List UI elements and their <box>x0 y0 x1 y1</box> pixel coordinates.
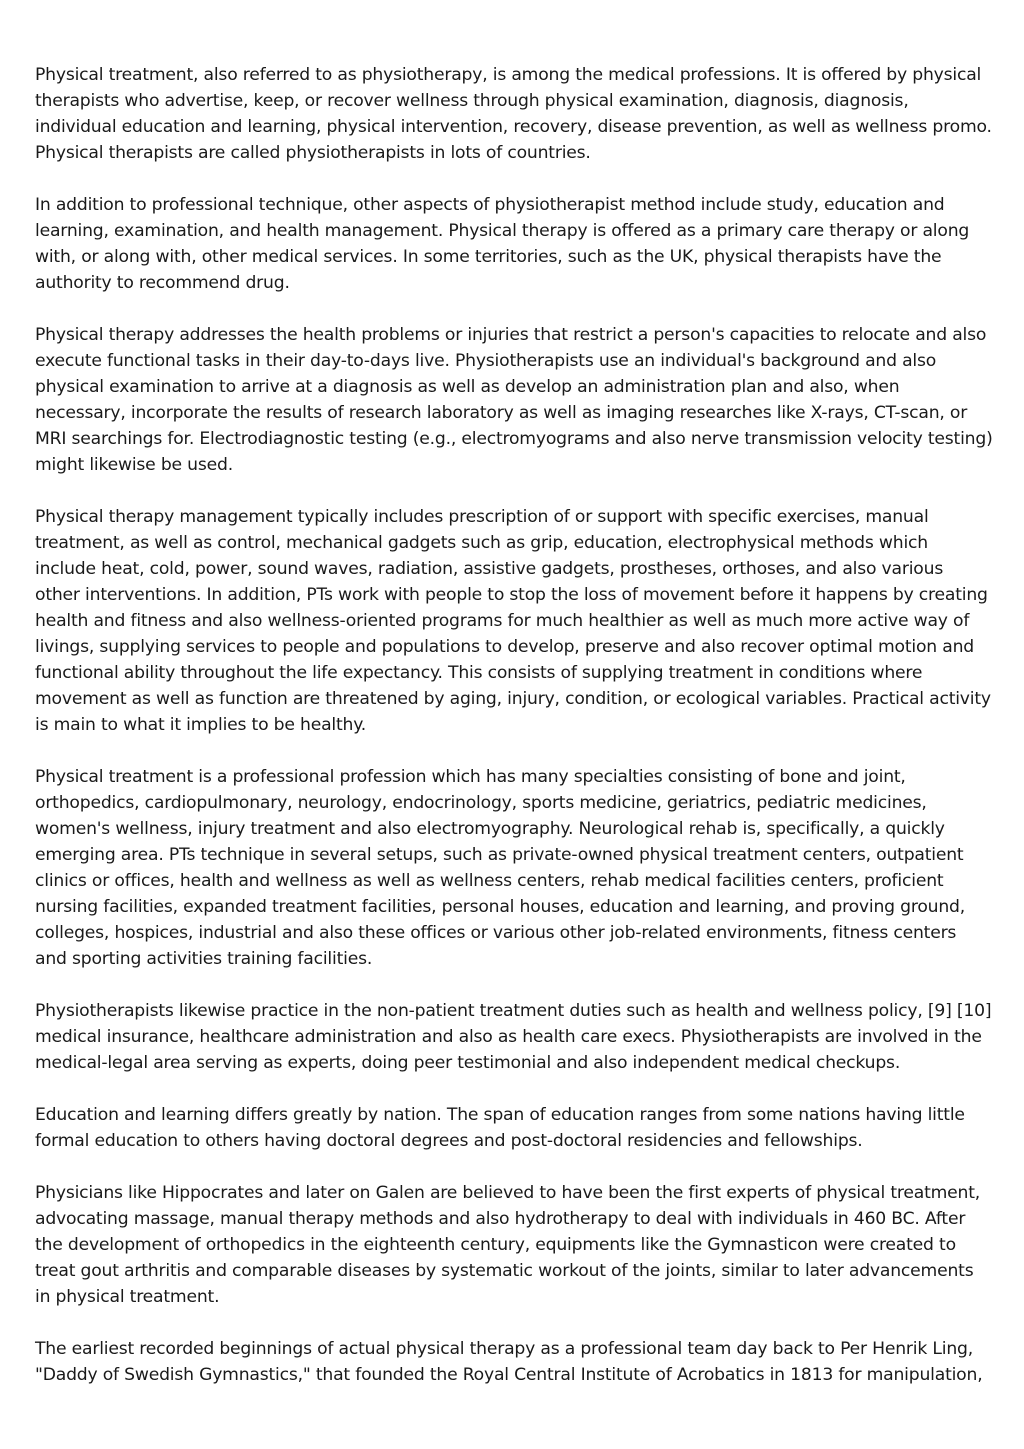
paragraph-9: The earliest recorded beginnings of actual physical therapy as a professional team day back to Per Henrik Ling, "Daddy of Swedish Gymnastics," that founded the Royal Central Institute of Acrobatics in 1813 for manipulation, <box>35 1339 983 1385</box>
paragraph-8: Physicians like Hippocrates and later on Galen are believed to have been the first experts of physical treatment, advocating massage, manual therapy methods and also hydrotherapy to deal with individuals in 460 BC. After the development of orthopedics in the eighteenth century, equipments like the Gymnasticon were created to treat gout arthritis and comparable diseases by systematic workout of the joints, similar to later advancements in physical treatment. <box>35 1183 981 1307</box>
paragraph-5: Physical treatment is a professional profession which has many specialties consisting of bone and joint, orthopedics, cardiopulmonary, neurology, endocrinology, sports medicine, geriatrics, pediatric medicines, women's wellness, injury treatment and also electromyography. Neurological rehab is, specifically, a quickly emerging area. PTs technique in several setups, such as private-owned physical treatment centers, outpatient clinics or offices, health and wellness as well as wellness centers, rehab medical facilities centers, proficient nursing facilities, expanded treatment facilities, personal houses, education and learning, and proving ground, colleges, hospices, industrial and also these offices or various other job-related environments, fitness centers and sporting activities training facilities. <box>35 767 966 969</box>
paragraph-1: Physical treatment, also referred to as physiotherapy, is among the medical professions. It is offered by physical therapists who advertise, keep, or recover wellness through physical examination, diagnosis, diagnosis, individual education and learning, physical intervention, recovery, disease prevention, as well as wellness promo. Physical therapists are called physiotherapists in lots of countries. <box>35 65 992 163</box>
paragraph-7: Education and learning differs greatly by nation. The span of education ranges from some nations having little formal education to others having doctoral degrees and post-doctoral residencies and fellowships. <box>35 1105 965 1151</box>
document-body <box>35 62 993 1414</box>
paragraph-4: Physical therapy management typically includes prescription of or support with specific exercises, manual treatment, as well as control, mechanical gadgets such as grip, education, electrophysical methods which include heat, cold, power, sound waves, radiation, assistive gadgets, prostheses, orthoses, and also various other interventions. In addition, PTs work with people to stop the loss of movement before it happens by creating health and fitness and also wellness-oriented programs for much healthier as well as much more active way of livings, supplying services to people and populations to develop, preserve and also recover optimal motion and functional ability throughout the life expectancy. This consists of supplying treatment in conditions where movement as well as function are threatened by aging, injury, condition, or ecological variables. Practical activity is main to what it implies to be healthy. <box>35 507 991 735</box>
paragraph-2: In addition to professional technique, other aspects of physiotherapist method include study, education and learning, examination, and health management. Physical therapy is offered as a primary care therapy or along with, or along with, other medical services. In some territories, such as the UK, physical therapists have the authority to recommend drug. <box>35 195 970 293</box>
paragraph-3: Physical therapy addresses the health problems or injuries that restrict a person's capacities to relocate and also execute functional tasks in their day-to-days live. Physiotherapists use an individual's background and also physical examination to arrive at a diagnosis as well as develop an administration plan and also, when necessary, incorporate the results of research laboratory as well as imaging researches like X-rays, CT-scan, or MRI searchings for. Electrodiagnostic testing (e.g., electromyograms and also nerve transmission velocity testing) might likewise be used. <box>35 325 993 475</box>
paragraph-6: Physiotherapists likewise practice in the non-patient treatment duties such as health and wellness policy, [9] [10] medical insurance, healthcare administration and also as health care execs. Physiotherapists are involved in the medical-legal area serving as experts, doing peer testimonial and also independent medical checkups. <box>35 1001 992 1073</box>
